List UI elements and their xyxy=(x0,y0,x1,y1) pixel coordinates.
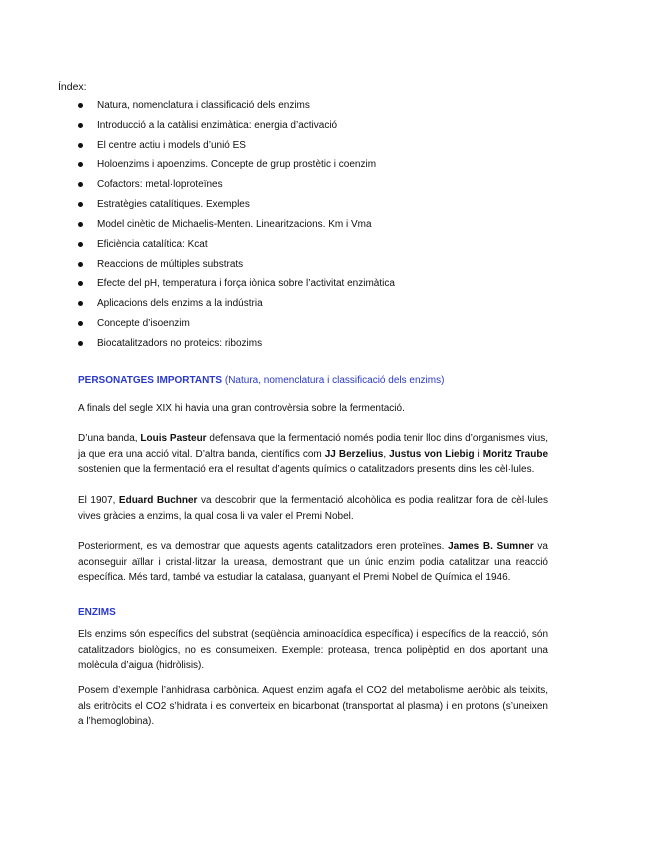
paragraph-pasteur xyxy=(78,431,548,478)
index-item-text: Eficiència catalítica: Kcat xyxy=(97,238,208,250)
index-item-text: Efecte del pH, temperatura i força iònica sobre l’activitat enzimàtica xyxy=(97,278,395,290)
text-run: va descobrir que la fermentació alcohòlica es podia realitzar fora de cèl·lules vives gràcies a enzims, la qual cosa li va valer el Premi Nobel. xyxy=(78,495,548,522)
text-run: defensava que la fermentació només podia tenir lloc dins d’organismes vius, ja que era una acció vital. D’altra banda, científics com xyxy=(78,433,548,460)
index-item xyxy=(78,198,395,218)
bullet-icon xyxy=(78,242,83,247)
bullet-icon xyxy=(78,281,83,286)
index-item xyxy=(78,297,395,317)
bullet-icon xyxy=(78,301,83,306)
paragraph-buchner xyxy=(78,493,548,524)
index-item-text: Holoenzims i apoenzims. Concepte de grup prostètic i coenzim xyxy=(97,159,377,171)
section-heading-title: PERSONATGES IMPORTANTS xyxy=(78,375,223,386)
bullet-icon xyxy=(78,143,83,148)
section-heading-enzims: ENZIMS xyxy=(78,607,116,618)
section-heading-personatges xyxy=(78,374,444,387)
index-item xyxy=(78,99,395,119)
text-run: Posteriorment, es va demostrar que aquests agents catalitzadors eren proteïnes. xyxy=(78,541,449,552)
index-item-text: Biocatalitzadors no proteics: ribozims xyxy=(97,337,263,349)
name-liebig: Justus von Liebig xyxy=(389,448,475,460)
paragraph-sumner xyxy=(78,539,548,586)
name-traube: Moritz Traube xyxy=(482,448,549,460)
index-item xyxy=(78,158,395,178)
index-item xyxy=(78,218,395,238)
index-item-text: Reaccions de múltiples substrats xyxy=(97,258,244,270)
index-item xyxy=(78,317,395,337)
index-item xyxy=(78,337,395,357)
index-item-text: Estratègies catalítiques. Exemples xyxy=(97,199,250,211)
name-berzelius: JJ Berzelius xyxy=(324,448,384,460)
bullet-icon xyxy=(78,202,83,207)
index-list xyxy=(78,99,395,357)
name-sumner: James B. Sumner xyxy=(448,541,534,552)
index-item xyxy=(78,277,395,297)
index-item-text: Natura, nomenclatura i classificació dels enzims xyxy=(97,100,310,111)
text-run: El 1907, xyxy=(78,495,119,506)
bullet-icon xyxy=(78,123,83,128)
paragraph-fermentation-controversy: A finals del segle XIX hi havia una gran controvèrsia sobre la fermentació. xyxy=(78,403,405,414)
bullet-icon xyxy=(78,103,83,108)
index-item-text: Model cinètic de Michaelis-Menten. Linearitzacions. Km i Vma xyxy=(97,218,372,230)
index-heading: Índex: xyxy=(58,81,87,93)
bullet-icon xyxy=(78,162,83,167)
index-item-text: Cofactors: metal·loproteïnes xyxy=(97,179,223,191)
index-item-text: El centre actiu i models d’unió ES xyxy=(97,139,246,151)
section-heading-subtitle: (Natura, nomenclatura i classificació dels enzims) xyxy=(224,375,445,386)
text-run: , xyxy=(383,448,390,460)
index-item-text: Introducció a la catàlisi enzimàtica: energia d’activació xyxy=(97,119,338,131)
index-item xyxy=(78,258,395,278)
text-run: i xyxy=(474,448,483,460)
index-item xyxy=(78,178,395,198)
text-run: D’una banda, xyxy=(78,433,141,444)
name-pasteur: Louis Pasteur xyxy=(140,433,207,444)
paragraph-anhidrasa: Posem d’exemple l’anhidrasa carbònica. Aquest enzim agafa el CO2 del metabolisme aeròbic als teixits, als eritròcits el CO2 s’hidrata i es converteix en bicarbonat (transportat al plasma) i en protons (s’uneixen a l’hemoglobina). xyxy=(78,685,548,728)
index-item-text: Concepte d’isoenzim xyxy=(97,318,190,330)
index-item xyxy=(78,238,395,258)
index-item xyxy=(78,139,395,159)
bullet-icon xyxy=(78,262,83,267)
bullet-icon xyxy=(78,321,83,326)
text-run: sostenien que la fermentació era el resultat d’agents químics o catalitzadors presents dins les cèl·lules. xyxy=(78,464,535,476)
bullet-icon xyxy=(78,182,83,187)
text-run: va aconseguir aïllar i cristal·litzar la ureasa, demostrant que un únic enzim podia catalitzar una reacció específica. Més tard, també va estudiar la catalasa, guanyant el Premi Nobel de Química el 1946. xyxy=(78,541,548,584)
name-buchner: Eduard Buchner xyxy=(118,495,198,506)
bullet-icon xyxy=(78,341,83,346)
paragraph-enzims-specificity: Els enzims són específics del substrat (seqüència aminoacídica específica) i específics de la reacció, són catalitzadors biològics, no es consumeixen. Exemple: proteasa, trenca polipèptid en dos aportant una molècula d’aigua (hidròlisis). xyxy=(78,629,548,672)
bullet-icon xyxy=(78,222,83,227)
index-item xyxy=(78,119,395,139)
index-item-text: Aplicacions dels enzims a la indústria xyxy=(97,298,263,310)
